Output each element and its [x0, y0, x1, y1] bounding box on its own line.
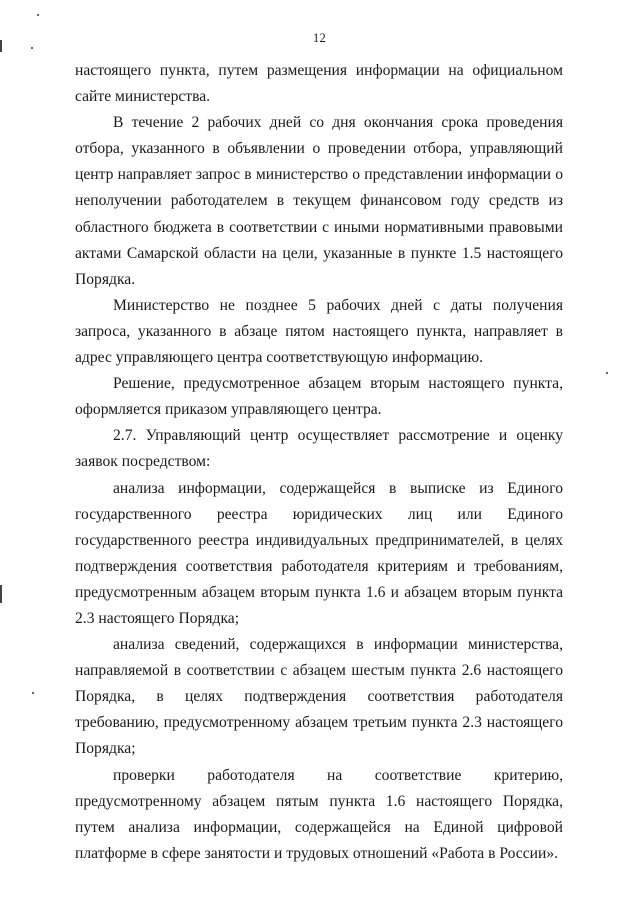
paragraph-section-2-7: 2.7. Управляющий центр осуществляет рассмотрение и оценку заявок посредством: — [75, 427, 563, 471]
paragraph-ministry-response: Министерство не позднее 5 рабочих дней с даты получения запроса, указанного в абзаце пятом настоящего пункта, направляет в адрес управляющего центра соответствующую информацию. — [75, 296, 563, 367]
scan-speck — [606, 372, 608, 374]
scan-speck — [32, 692, 34, 694]
paragraph-employer-check: проверки работодателя на соответствие критерию, предусмотренному абзацем пятым пункта 1.6 настоящего Порядка, путем анализа информации, содержащейся на Единой цифровой платформе в сфере занятости и трудовых отношений «Работа в России». — [75, 766, 563, 862]
paragraph-ministry-info-analysis: анализа сведений, содержащихся в информации министерства, направляемой в соответствии с абзацем шестым пункта 2.6 настоящего Порядка, в целях подтверждения соответствия работодателя требованию, предусмотренному абзацем третьим пункта 2.3 настоящего Порядка; — [75, 636, 563, 758]
paragraph-continuation: настоящего пункта, путем размещения информации на официальном сайте министерства. — [75, 62, 563, 106]
paragraph-registry-analysis: анализа информации, содержащейся в выписке из Единого государственного реестра юридических лиц или Единого государственного реестра индивидуальных предпринимателей, в целях подтверждения соответствия работодателя критериям и требованиям, предусмотренным абзацем вторым пункта 1.6 и абзацем вторым пункта 2.3 настоящего Порядка; — [75, 479, 563, 627]
paragraph-decision-order: Решение, предусмотренное абзацем вторым настоящего пункта, оформляется приказом управляющего центра. — [75, 375, 563, 419]
scan-speck — [31, 47, 33, 49]
document-body — [75, 58, 563, 867]
paragraph-request-deadline: В течение 2 рабочих дней со дня окончания срока проведения отбора, указанного в объявлении о проведении отбора, управляющий центр направляет запрос в министерство о представлении информации о неполучении работодателем в текущем финансовом году средств из областного бюджета в соответствии с иными нормативными правовыми актами Самарской области на цели, указанные в пункте 1.5 настоящего Порядка. — [75, 114, 563, 288]
scan-edge-mark — [0, 585, 2, 603]
scan-speck — [37, 14, 39, 16]
page-number: 12 — [313, 31, 326, 45]
